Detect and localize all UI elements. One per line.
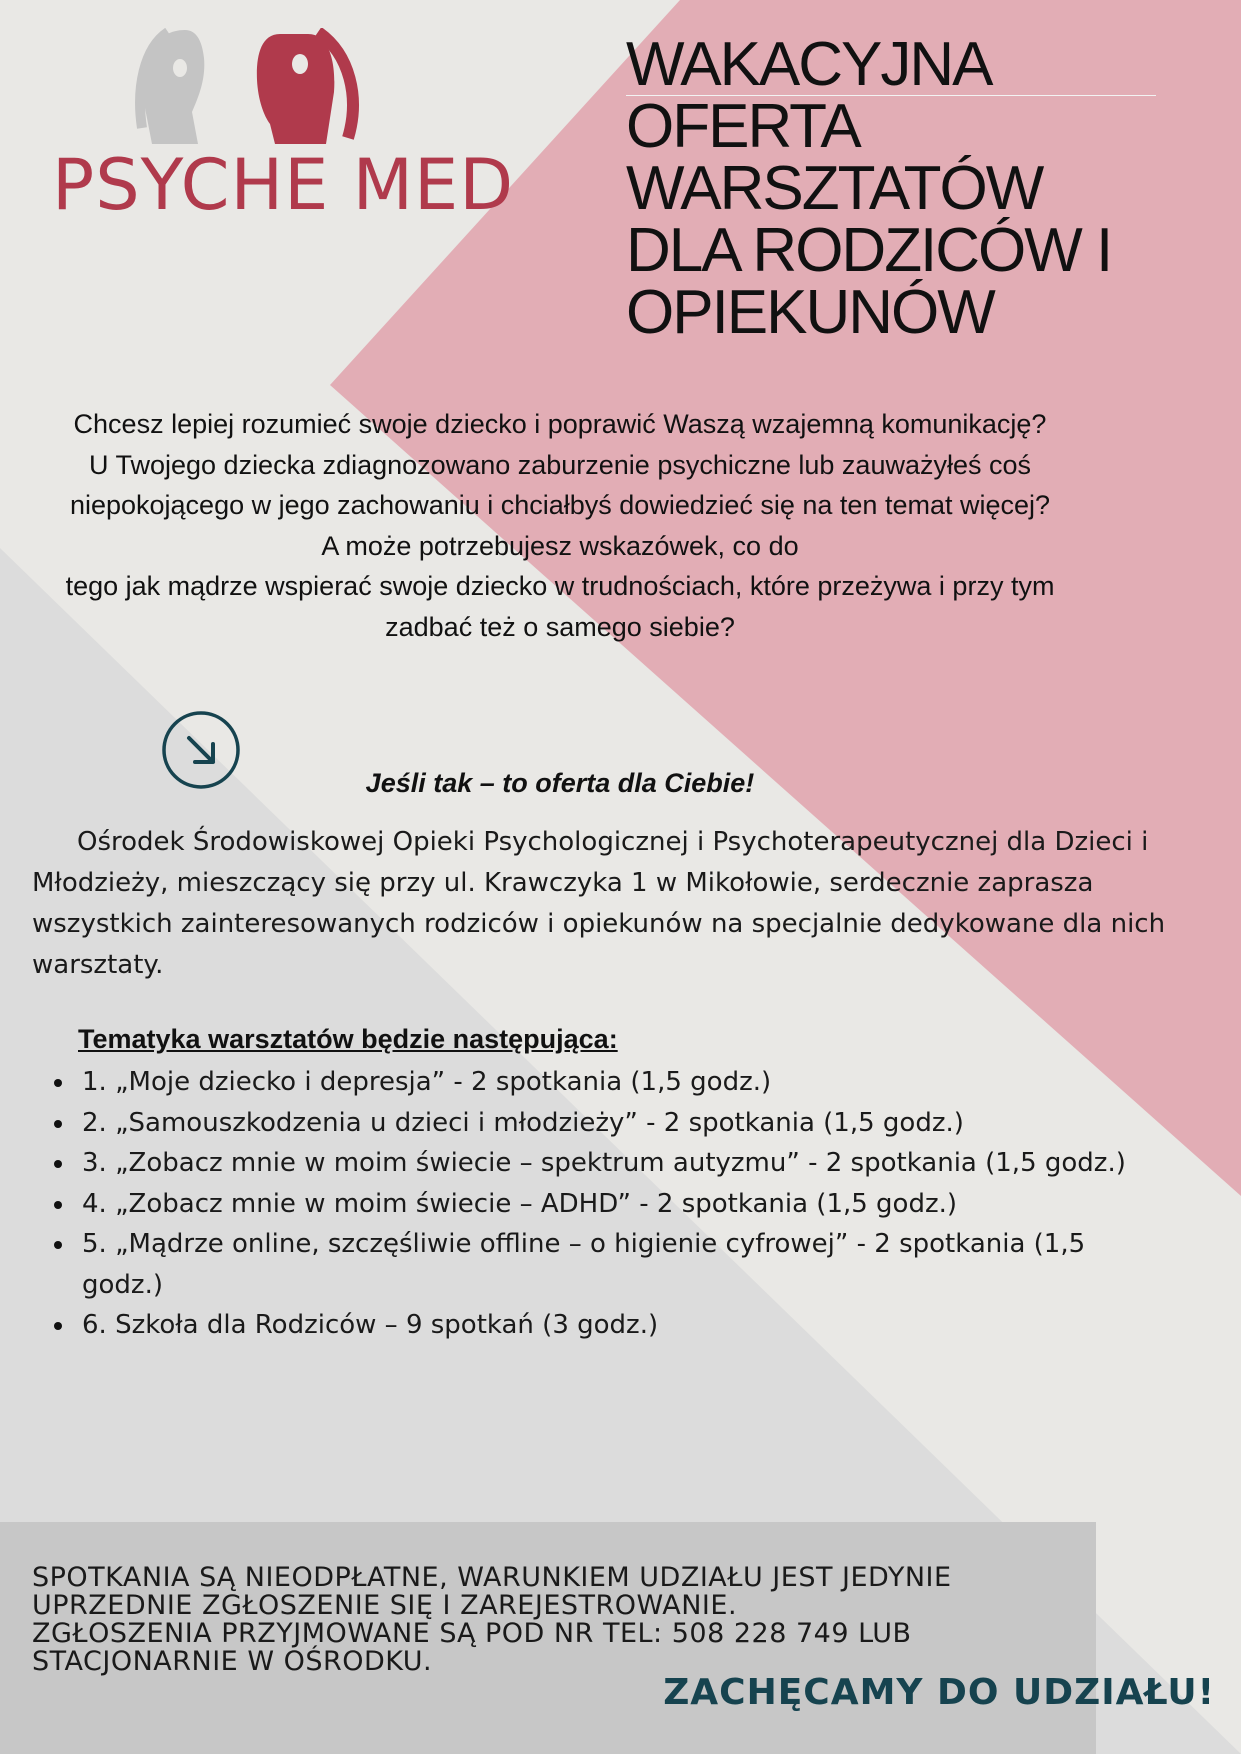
- footer-info: [32, 1564, 1082, 1676]
- list-item: 3. „Zobacz mnie w moim świecie – spektrum autyzmu” - 2 spotkania (1,5 godz.): [48, 1143, 1168, 1184]
- footer-line-4: STACJONARNIE W OŚRODKU.: [32, 1646, 433, 1677]
- offer-highlight: Jeśli tak – to oferta dla Ciebie!: [365, 768, 755, 798]
- red-face-shape: [257, 34, 335, 144]
- footer-line-2: UPRZEDNIE ZGŁOSZENIE SIĘ I ZAREJESTROWANIE.: [32, 1590, 738, 1621]
- center-description: Ośrodek Środowiskowej Opieki Psychologicznej i Psychoterapeutycznej dla Dzieci i Młodzieży, mieszczący się przy ul. Krawczyka 1 w Mikołowie, serdecznie zaprasza wszystkich zainteresowanych rodziców i opiekunów na specjalnie dedykowane dla nich warsztaty.: [32, 827, 1166, 980]
- list-item: 1. „Moje dziecko i depresja” - 2 spotkania (1,5 godz.): [48, 1062, 1168, 1103]
- list-item: 5. „Mądrze online, szczęśliwie offline – o higienie cyfrowej” - 2 spotkania (1,5 godz.): [48, 1224, 1168, 1305]
- footer-line-1: SPOTKANIA SĄ NIEODPŁATNE, WARUNKIEM UDZIAŁU JEST JEDYNIE: [32, 1562, 952, 1593]
- intro-line-1: Chcesz lepiej rozumieć swoje dziecko i poprawić Waszą wzajemną komunikację?: [73, 409, 1047, 439]
- topics-list: [48, 1062, 1168, 1346]
- list-item: 2. „Samouszkodzenia u dzieci i młodzieży” - 2 spotkania (1,5 godz.): [48, 1103, 1168, 1144]
- page-title: WAKACYJNA OFERTA WARSZTATÓW DLA RODZICÓW I OPIEKUNÓW: [626, 30, 1112, 347]
- logo-wordmark: PSYCHE MED: [52, 144, 515, 226]
- call-to-action: ZACHĘCAMY DO UDZIAŁU!: [663, 1672, 1215, 1713]
- intro-line-3: A może potrzebujesz wskazówek, co do: [321, 530, 799, 561]
- list-item: 6. Szkoła dla Rodziców – 9 spotkań (3 godz.): [48, 1305, 1168, 1346]
- topics-heading: Tematyka warsztatów będzie następująca:: [78, 1024, 618, 1054]
- grey-face-eye: [173, 59, 187, 77]
- title-divider: [626, 95, 1156, 96]
- intro-line-4: tego jak mądrze wspierać swoje dziecko w trudnościach, które przeżywa i przy tym zadbać też o samego siebie?: [65, 571, 1055, 642]
- list-item: 4. „Zobacz mnie w moim świecie – ADHD” - 2 spotkania (1,5 godz.): [48, 1184, 1168, 1225]
- psyche-med-logo-icon: [130, 28, 400, 148]
- intro-line-2: U Twojego dziecka zdiagnozowano zaburzenie psychiczne lub zauważyłeś coś niepokojącego w jego zachowaniu i chciałbyś dowiedzieć się na ten temat więcej?: [69, 449, 1051, 520]
- footer-line-3: ZGŁOSZENIA PRZYJMOWANE SĄ POD NR TEL: 508 228 749 LUB: [32, 1618, 912, 1649]
- intro-questions: [28, 404, 1092, 647]
- red-face-eye: [292, 54, 308, 74]
